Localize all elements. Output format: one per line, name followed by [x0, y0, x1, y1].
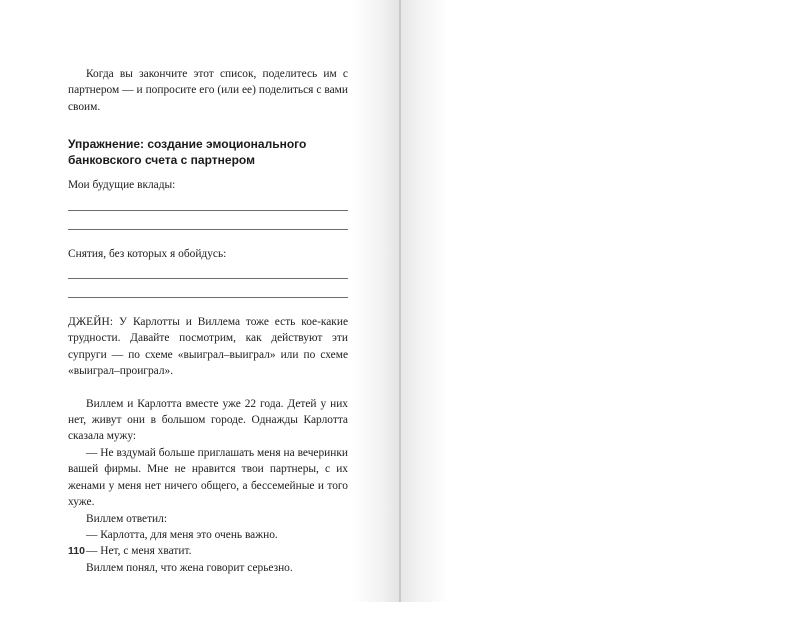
- intro-paragraph: Когда вы закончите этот список, поделитесь им с партнером — и попросите его (или ее) поделиться с вами своим.: [68, 68, 348, 113]
- jane-paragraph: [68, 314, 348, 380]
- story-paragraph: Виллем ответил:: [86, 512, 167, 525]
- story-paragraph: Виллем и Карлотта вместе уже 22 года. Детей у них нет, живут они в большом городе. Однажды Карлотта сказала мужу:: [68, 397, 348, 443]
- page-number-left: 110: [68, 545, 85, 557]
- withdrawals-label: Снятия, без которых я обойдусь:: [68, 247, 227, 260]
- withdrawal-line-1: [68, 262, 348, 279]
- deposit-line-2: [68, 211, 348, 230]
- deposit-line-1: [68, 194, 348, 211]
- right-page: [401, 0, 800, 602]
- story-paragraph: — Нет, с меня хватит.: [86, 545, 192, 558]
- story-paragraph: — Карлотта, для меня это очень важно.: [86, 528, 278, 541]
- withdrawal-line-2: [68, 279, 348, 298]
- left-page-content: [68, 66, 348, 576]
- exercise-heading: Упражнение: создание эмоционального банковского счета с партнером: [68, 137, 307, 167]
- left-page: [0, 0, 399, 602]
- story-paragraph: — Не вздумай больше приглашать меня на вечеринки вашей фирмы. Мне не нравится твои партнеры, с их женами у меня нет ничего общего, а бессемейные и того хуже.: [68, 446, 348, 509]
- story-paragraph: Виллем понял, что жена говорит серьезно.: [86, 561, 293, 574]
- jane-speaker: ДЖЕЙН:: [68, 316, 114, 329]
- deposits-label: Мои будущие вклады:: [68, 179, 176, 192]
- jane-text: У Карлотты и Виллема тоже есть кое-какие трудности. Давайте посмотрим, как действуют эти супруги — по схеме «выиграл–выиграл» или по схеме «выиграл–проиграл».: [68, 316, 348, 378]
